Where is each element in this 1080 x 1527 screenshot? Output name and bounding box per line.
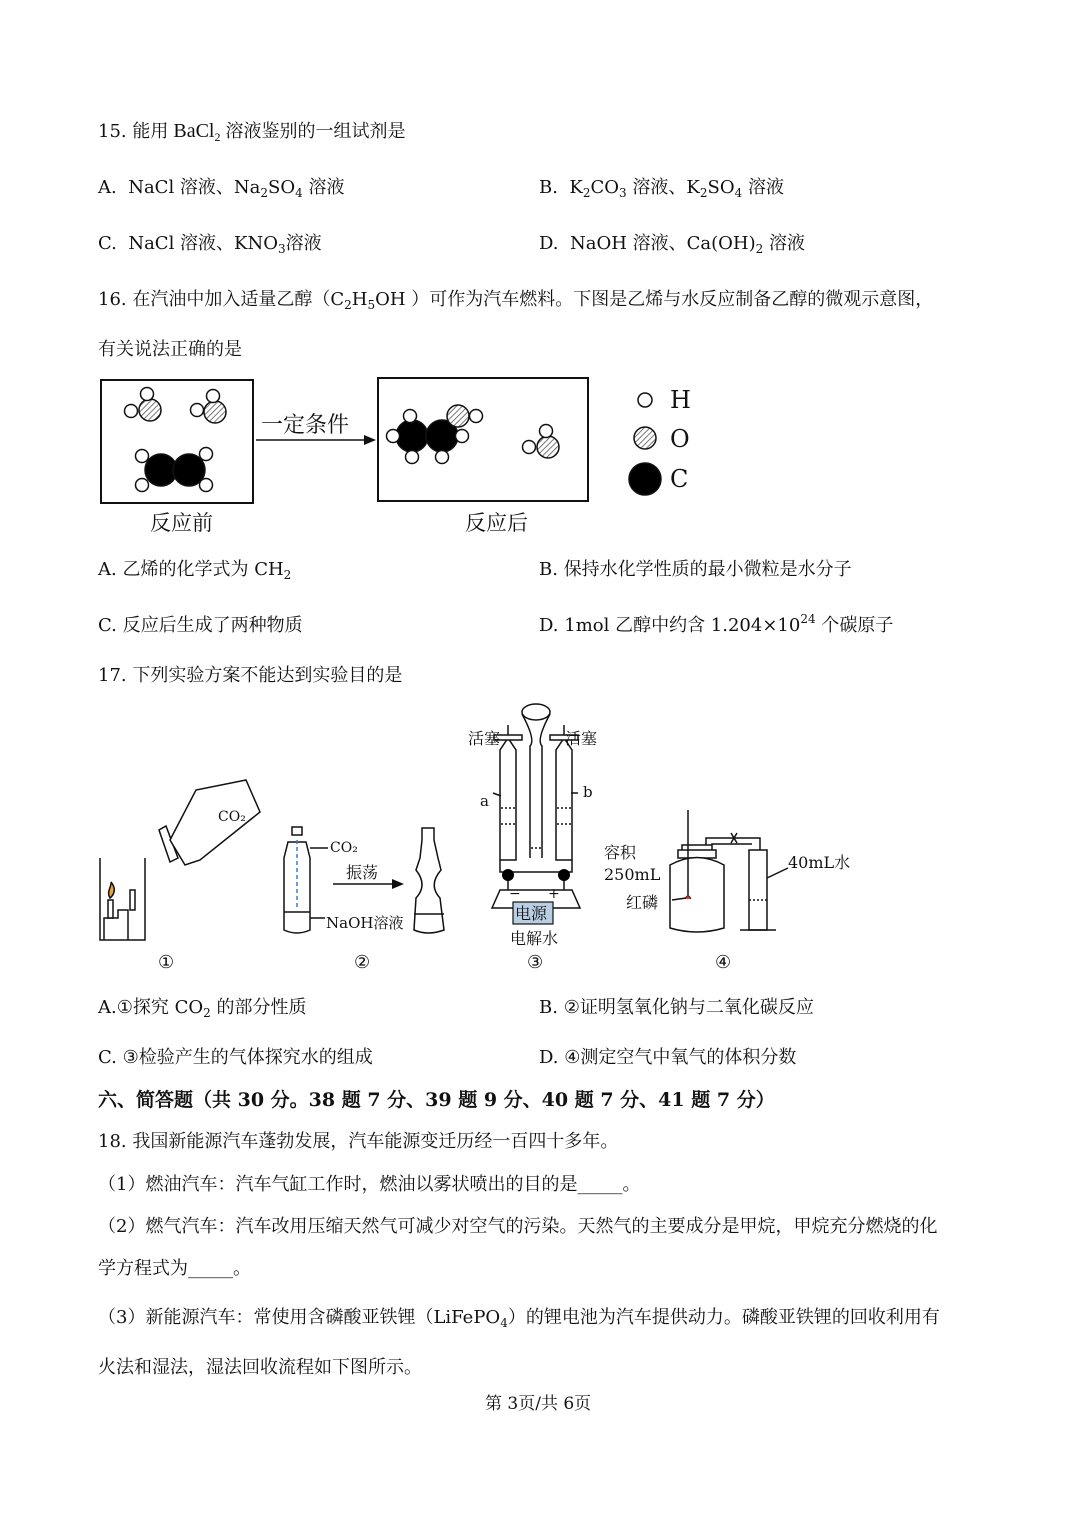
q16-molecule-diagram: [0, 370, 1080, 570]
q16-option-a: A. 乙烯的化学式为 $CH_2$: [98, 559, 292, 582]
ethanol-molecule: [387, 405, 483, 464]
naoh-label: NaOH溶液: [326, 914, 404, 932]
q16-option-b: B. 保持水化学性质的最小微粒是水分子: [539, 559, 852, 580]
legend-o: O: [670, 425, 690, 453]
q17-option-d: D. ④测定空气中氧气的体积分数: [539, 1047, 797, 1068]
q15-option-c: C. NaCl 溶液、$KNO_3$溶液: [98, 233, 322, 256]
legend-c: C: [670, 465, 689, 493]
q16-option-d: D. 1mol 乙醇中约含 $1.204\times 10^{24}$ 个碳原子: [539, 612, 894, 636]
q17-experiment-figure: [0, 700, 1080, 990]
co2-bottle-label: CO₂: [218, 809, 246, 825]
power-label: 电源: [515, 904, 548, 923]
q16-stem-line2: 有关说法正确的是: [98, 339, 242, 360]
q16-stem-line1: 16. 在汽油中加入适量乙醇（$C_2H_5OH$ ）可作为汽车燃料。下图是乙烯与水反应制备乙醇的微观示意图，: [98, 289, 934, 312]
water-label: 40mL水: [788, 853, 851, 872]
red-p-label: 红磷: [626, 893, 659, 912]
plus-label: +: [548, 886, 560, 902]
label-n3: ③: [527, 952, 544, 973]
volume-label-2: 250mL: [604, 865, 661, 884]
q18-part1: （1）燃油汽车：汽车气缸工作时，燃油以雾状喷出的目的是_____。: [98, 1174, 641, 1195]
ethylene-molecule: [136, 448, 213, 492]
q17-option-a: A.①探究 $CO_2$ 的部分性质: [98, 997, 307, 1020]
water-molecule: [125, 388, 227, 424]
q17-option-b: B. ②证明氢氧化钠与二氧化碳反应: [539, 997, 814, 1018]
label-n2: ②: [354, 952, 371, 973]
q15-stem: 15. 能用 BaCl$_2$ 溶液鉴别的一组试剂是: [98, 120, 406, 144]
arrow-label: 一定条件: [261, 413, 350, 438]
shake-label: 振荡: [346, 863, 379, 882]
label-n1: ①: [158, 952, 175, 973]
legend-h: H: [670, 386, 691, 414]
minus-label: −: [509, 886, 521, 902]
tube-a-label: a: [480, 792, 489, 810]
page-footer: 第 3页/共 6页: [485, 1394, 592, 1414]
legend: [629, 393, 661, 495]
q17-stem: 17. 下列实验方案不能达到实验目的是: [98, 665, 403, 686]
stopcock-left-label: 活塞: [468, 729, 501, 748]
q18-part3-line2: 火法和湿法，湿法回收流程如下图所示。: [98, 1357, 422, 1378]
stopcock-right-label: 活塞: [565, 729, 598, 748]
q15-option-a: A. NaCl 溶液、$Na_2SO_4$ 溶液: [98, 177, 345, 200]
q18-part2-line1: （2）燃气汽车：汽车改用压缩天然气可减少对空气的污染。天然气的主要成分是甲烷，甲烷充分燃烧的化: [98, 1216, 938, 1237]
q17-option-c: C. ③检验产生的气体探究水的组成: [98, 1047, 373, 1068]
after-label: 反应后: [465, 511, 528, 535]
before-label: 反应前: [150, 511, 213, 535]
before-box: [101, 380, 253, 503]
q15-option-d: D. NaOH 溶液、$Ca(OH)_2$ 溶液: [539, 233, 806, 256]
q18-stem: 18. 我国新能源汽车蓬勃发展，汽车能源变迁历经一百四十多年。: [98, 1131, 619, 1152]
volume-label-1: 容积: [604, 843, 637, 862]
q18-part2-line2: 学方程式为_____。: [98, 1258, 251, 1279]
tube-b-label: b: [583, 783, 593, 801]
q18-part3-line1: （3）新能源汽车：常使用含磷酸亚铁锂（LiFePO$_4$）的锂电池为汽车提供动力。磷酸亚铁锂的回收利用有: [98, 1307, 940, 1330]
electrolysis-label: 电解水: [510, 929, 559, 948]
setup-4: [670, 810, 788, 932]
water-molecule-leftover: [523, 425, 560, 459]
section-6-heading: 六、简答题（共 30 分。38 题 7 分、39 题 9 分、40 题 7 分、41 题 7 分）: [98, 1089, 775, 1111]
q16-option-c: C. 反应后生成了两种物质: [98, 615, 303, 636]
q15-option-b: B. $K_2CO_3$ 溶液、$K_2SO_4$ 溶液: [539, 177, 784, 200]
label-n4: ④: [715, 952, 732, 973]
bottle-co2-label: CO₂: [330, 840, 358, 856]
setup-1: [100, 780, 260, 940]
